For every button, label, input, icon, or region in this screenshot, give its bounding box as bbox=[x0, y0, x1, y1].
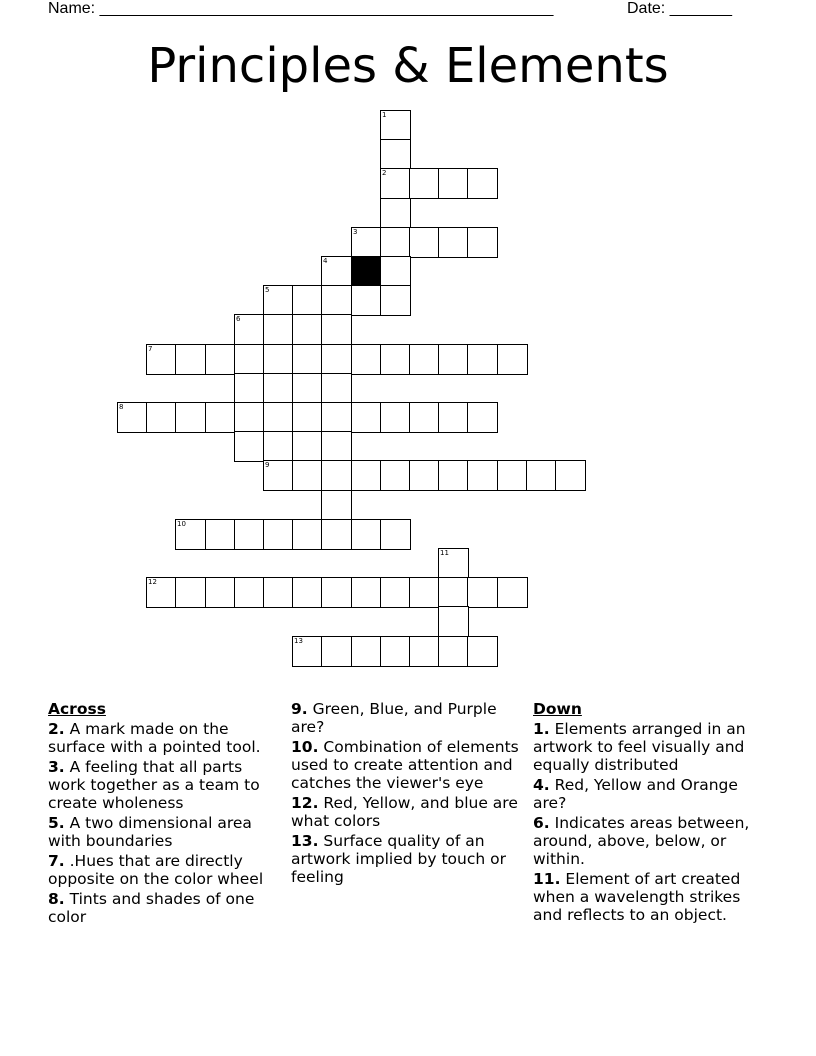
worksheet-header bbox=[48, 0, 748, 19]
crossword-cell[interactable] bbox=[351, 227, 382, 258]
crossword-cell[interactable] bbox=[263, 344, 294, 375]
clue-across-5: 5. A two dimensional area with boundaries bbox=[48, 814, 252, 850]
crossword-cell[interactable] bbox=[321, 285, 352, 316]
crossword-cell[interactable] bbox=[292, 402, 323, 433]
crossword-cell[interactable] bbox=[467, 460, 498, 491]
clue-number: 13 bbox=[294, 637, 303, 645]
crossword-cell[interactable] bbox=[409, 460, 440, 491]
crossword-cell[interactable] bbox=[438, 577, 469, 608]
crossword-cell[interactable] bbox=[497, 460, 528, 491]
clue-number: 10 bbox=[177, 520, 186, 528]
crossword-cell[interactable] bbox=[351, 519, 382, 550]
crossword-cell[interactable] bbox=[292, 373, 323, 404]
date-field[interactable]: Date: _______ bbox=[627, 0, 732, 17]
crossword-cell[interactable] bbox=[292, 460, 323, 491]
clue-down-6: 6. Indicates areas between, around, above, below, or within. bbox=[533, 814, 750, 868]
clue-number: 5 bbox=[265, 286, 270, 294]
crossword-cell[interactable] bbox=[234, 431, 265, 462]
crossword-cell[interactable] bbox=[438, 606, 469, 637]
crossword-cell[interactable] bbox=[438, 168, 469, 199]
crossword-cell[interactable] bbox=[351, 402, 382, 433]
crossword-cell[interactable] bbox=[380, 139, 411, 170]
clue-across-12: 12. Red, Yellow, and blue are what colors bbox=[291, 794, 518, 830]
crossword-cell[interactable] bbox=[380, 577, 411, 608]
crossword-cell[interactable] bbox=[292, 636, 323, 667]
crossword-cell[interactable] bbox=[205, 519, 236, 550]
crossword-cell[interactable] bbox=[409, 402, 440, 433]
crossword-cell[interactable] bbox=[409, 636, 440, 667]
crossword-cell[interactable] bbox=[234, 344, 265, 375]
clue-number: 11 bbox=[440, 549, 449, 557]
crossword-cell[interactable] bbox=[292, 577, 323, 608]
name-field[interactable]: Name: ___________________________________________________ bbox=[48, 0, 554, 17]
crossword-cell[interactable] bbox=[438, 227, 469, 258]
crossword-cell[interactable] bbox=[292, 431, 323, 462]
black-square bbox=[351, 256, 382, 287]
crossword-cell[interactable] bbox=[321, 344, 352, 375]
crossword-cell[interactable] bbox=[380, 285, 411, 316]
clue-across-10: 10. Combination of elements used to create attention and catches the viewer's eye bbox=[291, 738, 519, 792]
crossword-cell[interactable] bbox=[380, 227, 411, 258]
crossword-cell[interactable] bbox=[409, 227, 440, 258]
crossword-cell[interactable] bbox=[292, 314, 323, 345]
down-clues-column bbox=[533, 700, 763, 926]
across-heading: Across bbox=[48, 700, 106, 718]
crossword-cell[interactable] bbox=[409, 168, 440, 199]
across-clues-column-1 bbox=[48, 700, 283, 928]
crossword-cell[interactable] bbox=[380, 344, 411, 375]
clue-down-11: 11. Element of art created when a wavelength strikes and reflects to an object. bbox=[533, 870, 741, 924]
crossword-cell[interactable] bbox=[497, 344, 528, 375]
crossword-cell[interactable] bbox=[146, 344, 177, 375]
crossword-cell[interactable] bbox=[321, 256, 352, 287]
clue-number: 2 bbox=[382, 169, 387, 177]
clue-number: 4 bbox=[323, 257, 328, 265]
clue-down-1: 1. Elements arranged in an artwork to feel visually and equally distributed bbox=[533, 720, 746, 774]
crossword-cell[interactable] bbox=[467, 344, 498, 375]
crossword-cell[interactable] bbox=[467, 402, 498, 433]
crossword-cell[interactable] bbox=[292, 285, 323, 316]
crossword-cell[interactable] bbox=[321, 314, 352, 345]
clue-across-7: 7. .Hues that are directly opposite on the color wheel bbox=[48, 852, 264, 888]
crossword-cell[interactable] bbox=[205, 402, 236, 433]
crossword-cell[interactable] bbox=[263, 314, 294, 345]
crossword-cell[interactable] bbox=[175, 344, 206, 375]
clue-number: 12 bbox=[148, 578, 157, 586]
crossword-cell[interactable] bbox=[380, 110, 411, 141]
crossword-cell[interactable] bbox=[263, 460, 294, 491]
crossword-cell[interactable] bbox=[146, 577, 177, 608]
crossword-cell[interactable] bbox=[205, 344, 236, 375]
crossword-cell[interactable] bbox=[438, 636, 469, 667]
crossword-cell[interactable] bbox=[263, 402, 294, 433]
crossword-cell[interactable] bbox=[234, 402, 265, 433]
crossword-cell[interactable] bbox=[321, 431, 352, 462]
crossword-cell[interactable] bbox=[380, 460, 411, 491]
clue-down-4: 4. Red, Yellow and Orange are? bbox=[533, 776, 738, 812]
crossword-cell[interactable] bbox=[467, 168, 498, 199]
crossword-cell[interactable] bbox=[409, 577, 440, 608]
crossword-cell[interactable] bbox=[380, 256, 411, 287]
clue-across-8: 8. Tints and shades of one color bbox=[48, 890, 255, 926]
crossword-cell[interactable] bbox=[263, 285, 294, 316]
page-title: Principles & Elements bbox=[147, 38, 669, 94]
crossword-cell[interactable] bbox=[351, 460, 382, 491]
crossword-cell[interactable] bbox=[351, 636, 382, 667]
crossword-cell[interactable] bbox=[438, 548, 469, 579]
crossword-cell[interactable] bbox=[526, 460, 557, 491]
crossword-cell[interactable] bbox=[351, 577, 382, 608]
crossword-cell[interactable] bbox=[292, 344, 323, 375]
crossword-cell[interactable] bbox=[555, 460, 586, 491]
crossword-cell[interactable] bbox=[146, 402, 177, 433]
crossword-cell[interactable] bbox=[205, 577, 236, 608]
crossword-cell[interactable] bbox=[175, 519, 206, 550]
crossword-cell[interactable] bbox=[321, 636, 352, 667]
crossword-cell[interactable] bbox=[263, 373, 294, 404]
crossword-cell[interactable] bbox=[292, 519, 323, 550]
crossword-cell[interactable] bbox=[438, 344, 469, 375]
crossword-cell[interactable] bbox=[380, 168, 411, 199]
crossword-cell[interactable] bbox=[351, 285, 382, 316]
crossword-cell[interactable] bbox=[321, 519, 352, 550]
down-heading: Down bbox=[533, 700, 582, 718]
crossword-cell[interactable] bbox=[380, 519, 411, 550]
clue-across-9: 9. Green, Blue, and Purple are? bbox=[291, 700, 497, 736]
crossword-cell[interactable] bbox=[263, 577, 294, 608]
crossword-cell[interactable] bbox=[321, 373, 352, 404]
crossword-cell[interactable] bbox=[351, 344, 382, 375]
clue-number: 6 bbox=[236, 315, 241, 323]
clue-across-2: 2. A mark made on the surface with a pointed tool. bbox=[48, 720, 261, 756]
crossword-cell[interactable] bbox=[438, 402, 469, 433]
clue-across-13: 13. Surface quality of an artwork implied by touch or feeling bbox=[291, 832, 506, 886]
crossword-cell[interactable] bbox=[438, 460, 469, 491]
clue-across-3: 3. A feeling that all parts work together as a team to create wholeness bbox=[48, 758, 260, 812]
crossword-cell[interactable] bbox=[117, 402, 148, 433]
clue-number: 9 bbox=[265, 461, 270, 469]
clue-number: 7 bbox=[148, 345, 153, 353]
crossword-cell[interactable] bbox=[467, 227, 498, 258]
clue-number: 8 bbox=[119, 403, 124, 411]
crossword-cell[interactable] bbox=[175, 402, 206, 433]
crossword-cell[interactable] bbox=[234, 373, 265, 404]
crossword-cell[interactable] bbox=[234, 519, 265, 550]
clue-number: 3 bbox=[353, 228, 358, 236]
crossword-cell[interactable] bbox=[380, 402, 411, 433]
clue-number: 1 bbox=[382, 111, 387, 119]
crossword-cell[interactable] bbox=[380, 636, 411, 667]
crossword-cell[interactable] bbox=[467, 636, 498, 667]
crossword-cell[interactable] bbox=[263, 519, 294, 550]
crossword-cell[interactable] bbox=[234, 577, 265, 608]
crossword-cell[interactable] bbox=[263, 431, 294, 462]
crossword-cell[interactable] bbox=[321, 490, 352, 521]
crossword-cell[interactable] bbox=[497, 577, 528, 608]
crossword-cell[interactable] bbox=[234, 314, 265, 345]
crossword-cell[interactable] bbox=[380, 198, 411, 229]
crossword-cell[interactable] bbox=[321, 460, 352, 491]
crossword-cell[interactable] bbox=[321, 577, 352, 608]
crossword-cell[interactable] bbox=[175, 577, 206, 608]
across-clues-column-2 bbox=[291, 700, 523, 888]
crossword-cell[interactable] bbox=[467, 577, 498, 608]
crossword-cell[interactable] bbox=[409, 344, 440, 375]
crossword-cell[interactable] bbox=[321, 402, 352, 433]
